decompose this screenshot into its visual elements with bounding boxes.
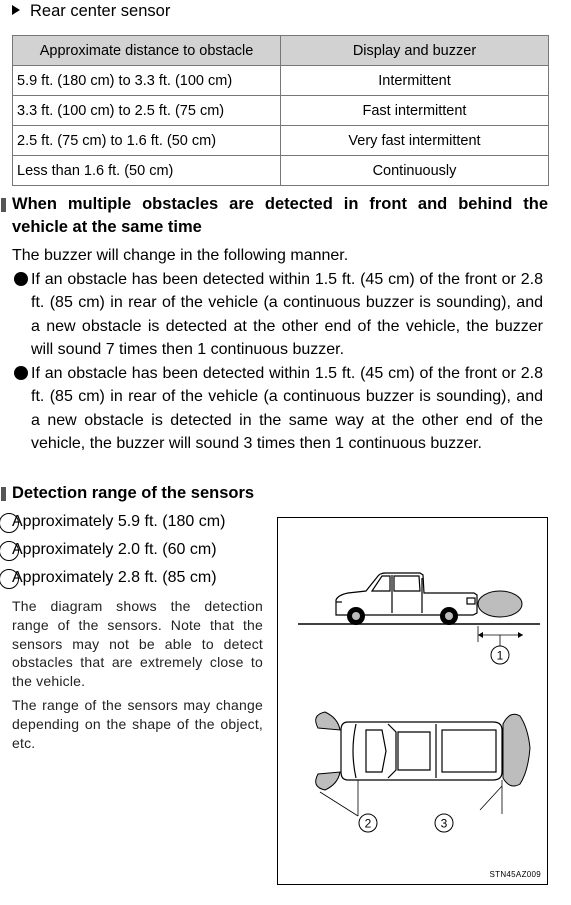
heading-bar (1, 487, 6, 501)
range-item-2 (12, 541, 217, 559)
bullet-text: If an obstacle has been detected within 1.5 ft. (45 cm) of the front or 2.8 ft. (85 cm) in rear of the vehicle (a continuous buzzer is sounding), and a new obstacle is detected at the other end of the vehicle, the buzzer will sound 7 times then 1 continuous buzzer. (31, 271, 543, 358)
section-title: Rear center sensor (30, 2, 171, 20)
front-right-range-zone (316, 772, 340, 790)
callout-circle-icon (0, 569, 19, 589)
multiple-intro: The buzzer will change in the following manner. (12, 247, 349, 264)
table-row (13, 96, 549, 126)
table-cell: Continuously (281, 156, 549, 186)
multiple-heading-line2: vehicle at the same time (12, 218, 202, 236)
detection-note-2: The range of the sensors may change depending on the shape of the object, etc. (12, 697, 263, 751)
truck-top-view (341, 722, 502, 780)
table-cell: 2.5 ft. (75 cm) to 1.6 ft. (50 cm) (13, 126, 281, 156)
table-row (13, 156, 549, 186)
range-item-text: Approximately 5.9 ft. (180 cm) (12, 513, 226, 530)
bullet-dot-icon (14, 272, 28, 286)
table-header-row (13, 36, 549, 66)
range-item-3 (12, 569, 217, 587)
distance-table (12, 35, 549, 186)
diagram-svg (278, 518, 547, 884)
heading-bar (1, 198, 6, 212)
rear-center-range-zone (478, 591, 522, 617)
table-cell: Fast intermittent (281, 96, 549, 126)
bullet-item (14, 362, 543, 455)
callout-circle-icon (0, 541, 19, 561)
table-cell: 5.9 ft. (180 cm) to 3.3 ft. (100 cm) (13, 66, 281, 96)
table-header-cell: Approximate distance to obstacle (13, 36, 281, 66)
detection-heading (0, 482, 254, 505)
table-cell: Less than 1.6 ft. (50 cm) (13, 156, 281, 186)
section-heading (12, 2, 170, 21)
triangle-icon (12, 5, 20, 15)
range-item-text: Approximately 2.0 ft. (60 cm) (12, 541, 217, 558)
sensor-diagram (277, 517, 548, 885)
callout-3-label: 3 (440, 816, 448, 831)
callout-1-label: 1 (496, 648, 504, 663)
bullet-text: If an obstacle has been detected within 1.5 ft. (45 cm) of the front or 2.8 ft. (85 cm) in rear of the vehicle (a continuous buzzer is sounding), and a new obstacle is detected in the same way at the other end of the vehicle, the buzzer will sound 3 times then 1 continuous buzzer. (31, 365, 543, 452)
multiple-heading (0, 193, 548, 239)
table-cell: Intermittent (281, 66, 549, 96)
diagram-code: STN45AZ009 (489, 870, 541, 879)
front-left-range-zone (316, 712, 340, 730)
detection-heading-text: Detection range of the sensors (12, 484, 255, 502)
detection-note-1: The diagram shows the detection range of the sensors. Note that the sensors may not be able to detect obstacles that are extremely close to the vehicle. (12, 598, 263, 690)
table-header-cell: Display and buzzer (281, 36, 549, 66)
bullet-item (14, 268, 543, 361)
callout-2-label: 2 (364, 816, 372, 831)
bullet-dot-icon (14, 366, 28, 380)
table-row (13, 66, 549, 96)
callout-circle-icon (0, 513, 19, 533)
multiple-heading-line1: When multiple obstacles are detected in front and behind the (12, 195, 548, 213)
range-item-text: Approximately 2.8 ft. (85 cm) (12, 569, 217, 586)
table-row (13, 126, 549, 156)
table-cell: Very fast intermittent (281, 126, 549, 156)
table-cell: 3.3 ft. (100 cm) to 2.5 ft. (75 cm) (13, 96, 281, 126)
rear-range-zone (503, 714, 530, 786)
range-item-1 (12, 513, 225, 531)
